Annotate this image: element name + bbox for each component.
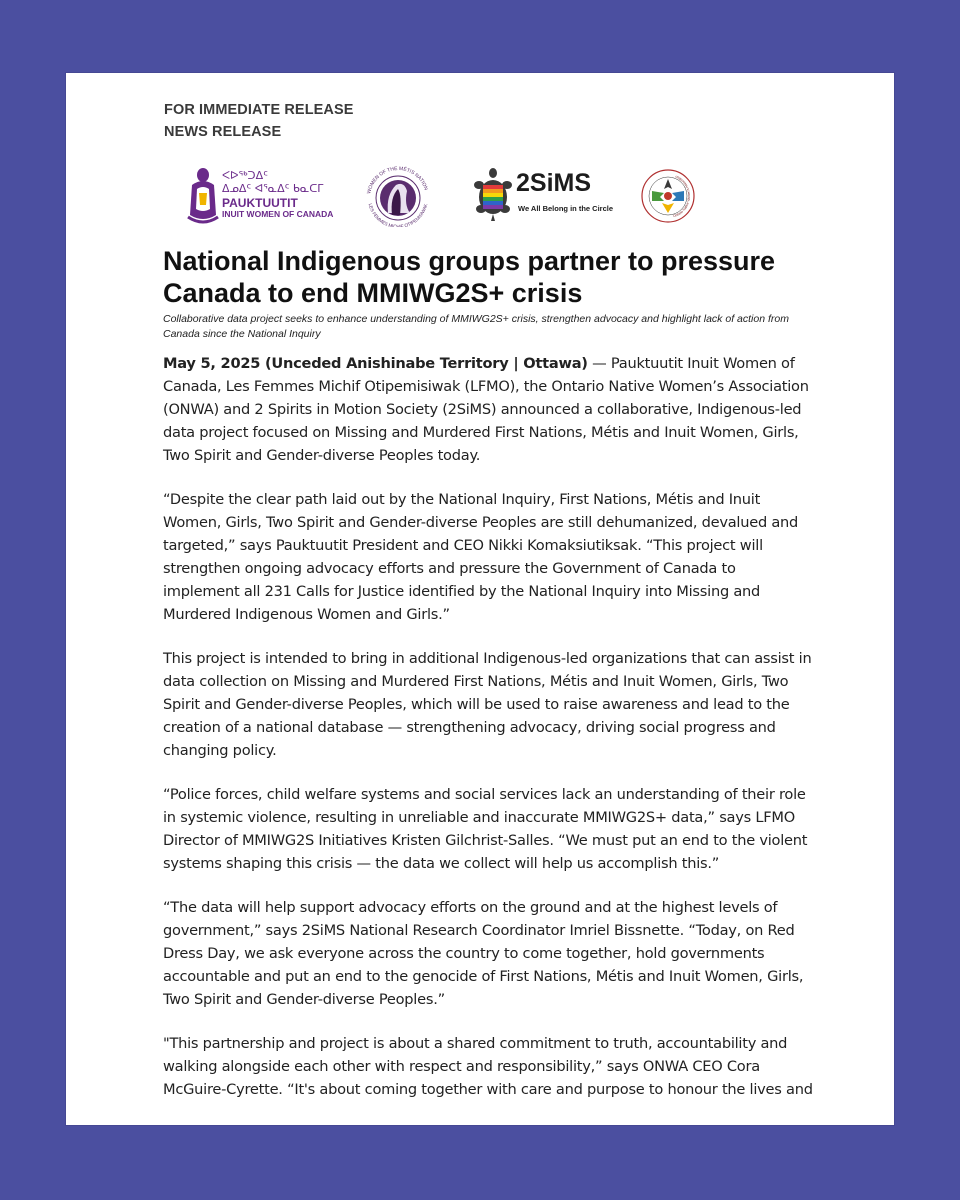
paragraph-quote-lfmo [163,783,813,875]
onwa-ring-text: Ontario Native Women's Association [672,174,692,219]
paragraph-project [163,647,813,762]
paragraph-quote-onwa [163,1032,813,1101]
paragraph-quote-2sims [163,896,813,1011]
press-release-page [66,73,894,1125]
lfmo-emblem-icon [352,165,444,227]
lfmo-ring-top-text: WOMEN OF THE MÉTIS NATION [366,165,429,195]
for-immediate-release-label: FOR IMMEDIATE RELEASE [164,102,354,118]
lfmo-ring-bottom-text: LES FEMMES MICHIF OTIPEMISIWAK [367,202,429,227]
pauktuutit-figure-icon [186,165,220,227]
subheadline: Collaborative data project seeks to enhance understanding of MMIWG2S+ crisis, strengthen advocacy and highlight lack of action from Canada since the National Inquiry [163,313,789,340]
turtle-icon [472,165,514,225]
lfmo-logo [352,165,444,227]
news-release-label: NEWS RELEASE [164,124,282,140]
paragraph-text: "This partnership and project is about a shared commitment to truth, accountability and walking alongside each other with respect and responsibility,” says ONWA CEO Cora McGuire-Cyrette. “It's about coming together with care and purpose to honour the lives and [163,1035,813,1098]
onwa-logo [640,165,696,227]
paragraph-quote-pauktuutit [163,488,813,626]
dateline: May 5, 2025 (Unceded Anishinabe Territory | Ottawa) [163,355,588,372]
headline: National Indigenous groups partner to pressure Canada to end MMIWG2S+ crisis [163,246,776,308]
paragraph-text: — Pauktuutit Inuit Women of Canada, Les Femmes Michif Otipemisiwak (LFMO), the Ontario Native Women’s Association (ONWA) and 2 Spirits in Motion Society (2SiMS) announced a collaborative, Indigenous-led data project focused on Missing and Murdered First Nations, Métis and Inuit Women, Girls, Two Spirit and Gender-diverse Peoples today. [163,355,809,464]
release-body [163,352,813,1122]
pauktuutit-syllabics-2: ᐃᓄᐃᑦ ᐊᕐᓇᐃᑦ ᑲᓇᑕᒥ [222,182,324,195]
paragraph-text: This project is intended to bring in additional Indigenous-led organizations that can assist in data collection on Missing and Murdered First Nations, Métis and Inuit Women, Girls, Two Spirit and Gender-diverse Peoples, which will be used to raise awareness and lead to the creation of a national database — strengthening advocacy, driving social progress and changing policy. [163,650,812,759]
release-labels [164,99,354,143]
twosims-logo [472,165,612,227]
twosims-tagline: We All Belong in the Circle [518,204,614,213]
paragraph-text: “Despite the clear path laid out by the National Inquiry, First Nations, Métis and Inuit Women, Girls, Two Spirit and Gender-diverse Peoples are still dehumanized, devalued and targeted,” says Pauktuutit President and CEO Nikki Komaksiutiksak. “This project will strengthen ongoing advocacy efforts and pressure the Government of Canada to implement all 231 Calls for Justice identified by the National Inquiry into Missing and Murdered Indigenous Women and Girls.” [163,491,799,623]
onwa-emblem-icon [640,165,696,227]
twosims-wordmark: 2SiMS [516,169,592,197]
pauktuutit-name: PAUKTUUTIT [222,196,298,210]
paragraph-text: “The data will help support advocacy efforts on the ground and at the highest levels of government,” says 2SiMS National Research Coordinator Imriel Bissnette. “Today, on Red Dress Day, we ask everyone across the country to come together, hold governments accountable and put an end to the genocide of First Nations, Métis and Inuit Women, Girls, Two Spirit and Gender-diverse Peoples.” [163,899,804,1008]
pauktuutit-subtitle: INUIT WOMEN OF CANADA [222,209,334,219]
paragraph-dateline [163,352,813,467]
partner-logos [162,165,762,227]
pauktuutit-logo [186,165,346,227]
paragraph-text: “Police forces, child welfare systems and social services lack an understanding of their role in systemic violence, resulting in unreliable and inaccurate MMIWG2S+ data,” says LFMO Director of MMIWG2S Initiatives Kristen Gilchrist-Salles. “We must put an end to the violent systems shaping this crisis — the data we collect will help us accomplish this.” [163,786,808,872]
pauktuutit-syllabics-1: ᐸᐅᖅᑐᐃᑦ [222,169,268,182]
